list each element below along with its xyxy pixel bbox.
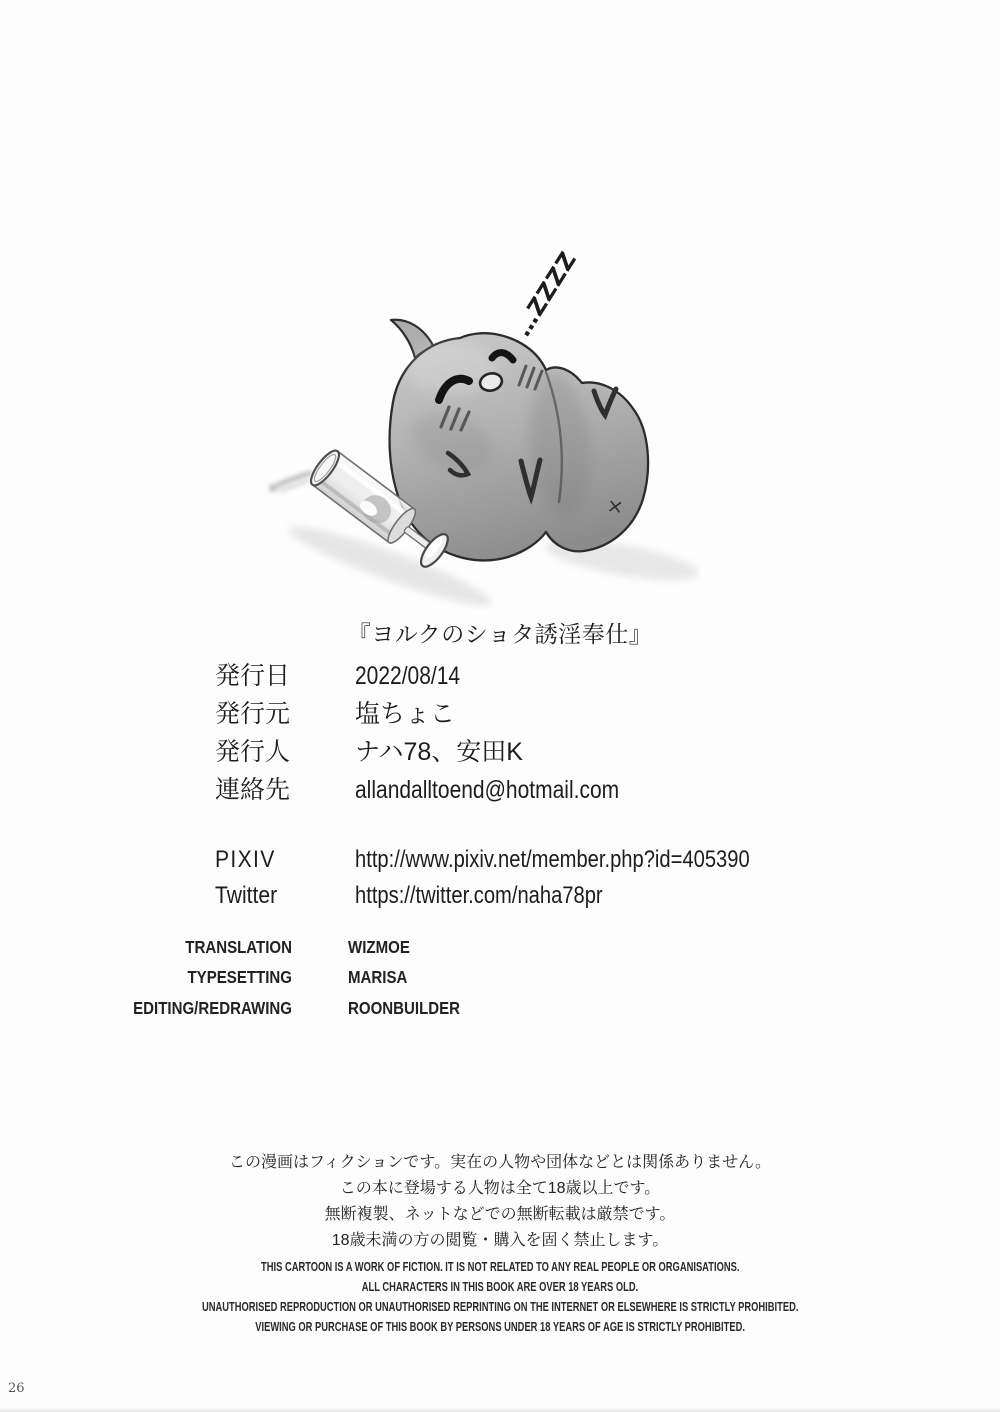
credit-name: ROONBUILDER: [348, 998, 461, 1018]
scan-bottom-edge: [0, 1407, 1000, 1412]
x-mark: ×: [605, 492, 626, 520]
colophon-value: 2022/08/14: [355, 662, 461, 690]
creature-body: [390, 320, 648, 561]
colophon-label: 発行日: [215, 662, 291, 690]
colophon-value: 塩ちょこ: [355, 700, 456, 728]
twitter-label: Twitter: [215, 882, 278, 909]
disclaimer-english: [0, 1257, 1000, 1337]
sleep-zzz-text: …ZZZZ: [510, 247, 583, 342]
pixiv-label: PIXIV: [215, 846, 276, 873]
disclaimer-line: 18歳未満の方の閲覧・購入を固く禁止します。: [331, 1232, 669, 1249]
credit-role: EDITING/REDRAWING: [133, 998, 292, 1018]
colophon-row-date: [215, 661, 480, 691]
disclaimer-japanese: [0, 1150, 1000, 1254]
colophon-label: 連絡先: [215, 776, 291, 804]
disclaimer-line: THIS CARTOON IS A WORK OF FICTION. IT IS NOT RELATED TO ANY REAL PEOPLE OR ORGANISATIONS.: [260, 1259, 740, 1274]
disclaimer-line: 無断複製、ネットなどでの無断転載は厳禁です。: [324, 1206, 676, 1223]
credit-role: TYPESETTING: [187, 967, 292, 987]
disclaimer-line: UNAUTHORISED REPRODUCTION OR UNAUTHORISED REPRINTING ON THE INTERNET OR ELSEWHERE IS STRICTLY PROHIBITED.: [201, 1299, 799, 1314]
twitter-url: https://twitter.com/naha78pr: [355, 882, 603, 909]
sleeping-creature-illustration: [240, 230, 700, 610]
disclaimer-line: この漫画はフィクションです。実在の人物や団体などとは関係ありません。: [228, 1154, 772, 1171]
page-number: 26: [8, 1381, 25, 1396]
credit-role: TRANSLATION: [185, 937, 292, 957]
disclaimer-line: VIEWING OR PURCHASE OF THIS BOOK BY PERSONS UNDER 18 YEARS OF AGE IS STRICTLY PROHIBITED.: [255, 1319, 745, 1334]
book-title: 『ヨルクのショタ誘淫奉仕』: [347, 621, 653, 647]
disclaimer-line: この本に登場する人物は全て18歳以上です。: [339, 1180, 661, 1197]
colophon-row-author: [215, 737, 523, 767]
pixiv-row: [215, 845, 825, 875]
credit-name: WIZMOE: [348, 937, 410, 957]
disclaimer-line: ALL CHARACTERS IN THIS BOOK ARE OVER 18 YEARS OLD.: [361, 1279, 639, 1294]
colophon-label: 発行元: [215, 700, 291, 728]
colophon-row-contact: [215, 775, 669, 805]
colophon-value: ナハ78、安田K: [355, 738, 523, 766]
syringe-needle-icon: [269, 473, 311, 493]
colophon-value: allandalltoend@hotmail.com: [355, 776, 620, 804]
colophon-label: 発行人: [215, 738, 291, 766]
pixiv-url: http://www.pixiv.net/member.php?id=405390: [355, 846, 750, 873]
twitter-row: [215, 881, 650, 911]
credit-name: MARISA: [348, 967, 408, 987]
colophon-row-publisher: [215, 699, 455, 729]
